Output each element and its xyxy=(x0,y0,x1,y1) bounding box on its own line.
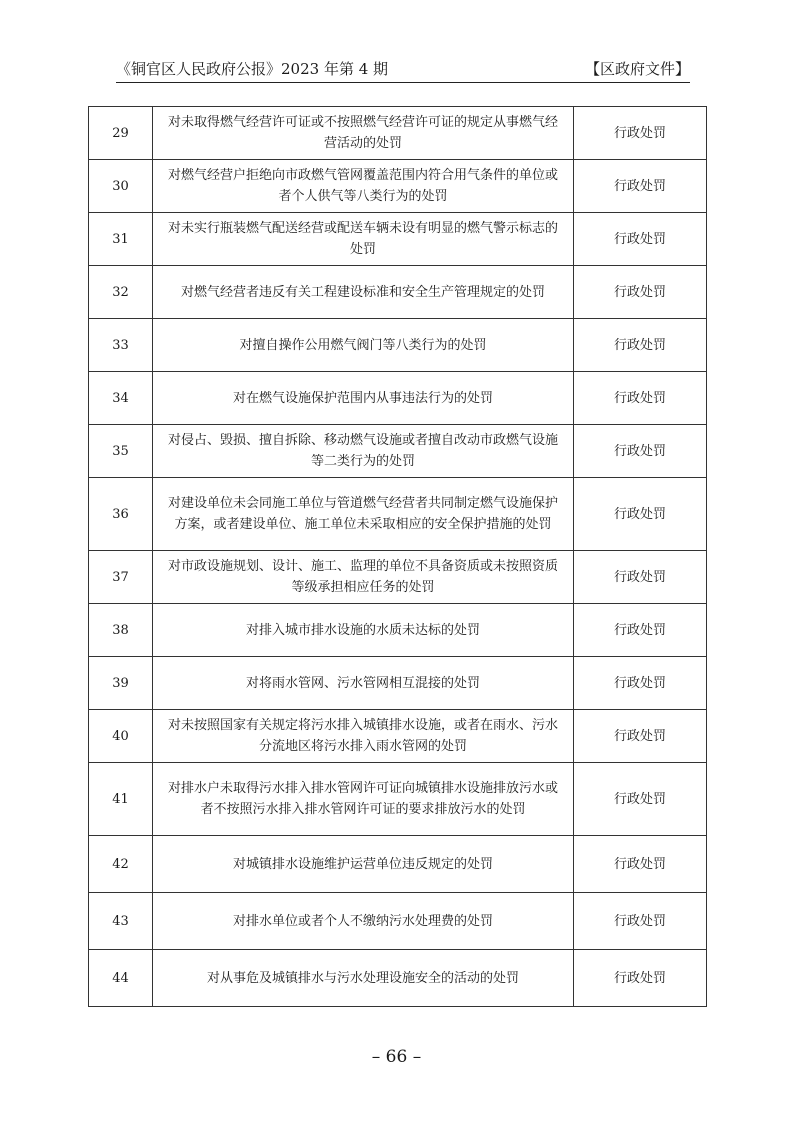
row-content: 对建设单位未会同施工单位与管道燃气经营者共同制定燃气设施保护方案，或者建设单位、施工单位未采取相应的安全保护措施的处罚 xyxy=(153,478,574,551)
table-row xyxy=(89,710,707,763)
table-row xyxy=(89,763,707,836)
page-header xyxy=(116,58,690,80)
row-content: 对城镇排水设施维护运营单位违反规定的处罚 xyxy=(153,836,574,893)
row-number: 44 xyxy=(89,950,153,1007)
row-content: 对未按照国家有关规定将污水排入城镇排水设施，或者在雨水、污水分流地区将污水排入雨水管网的处罚 xyxy=(153,710,574,763)
table-row xyxy=(89,107,707,160)
row-type: 行政处罚 xyxy=(574,604,707,657)
row-content: 对未实行瓶装燃气配送经营或配送车辆未设有明显的燃气警示标志的处罚 xyxy=(153,213,574,266)
row-type: 行政处罚 xyxy=(574,478,707,551)
row-content: 对未取得燃气经营许可证或不按照燃气经营许可证的规定从事燃气经营活动的处罚 xyxy=(153,107,574,160)
row-content: 对燃气经营户拒绝向市政燃气管网覆盖范围内符合用气条件的单位或者个人供气等八类行为的处罚 xyxy=(153,160,574,213)
table-row xyxy=(89,319,707,372)
row-number: 38 xyxy=(89,604,153,657)
row-type: 行政处罚 xyxy=(574,319,707,372)
row-type: 行政处罚 xyxy=(574,372,707,425)
table-row xyxy=(89,266,707,319)
row-content: 对排入城市排水设施的水质未达标的处罚 xyxy=(153,604,574,657)
row-type: 行政处罚 xyxy=(574,657,707,710)
penalty-table xyxy=(88,106,707,1007)
row-type: 行政处罚 xyxy=(574,213,707,266)
row-number: 30 xyxy=(89,160,153,213)
row-number: 32 xyxy=(89,266,153,319)
row-content: 对擅自操作公用燃气阀门等八类行为的处罚 xyxy=(153,319,574,372)
row-type: 行政处罚 xyxy=(574,950,707,1007)
row-type: 行政处罚 xyxy=(574,160,707,213)
row-content: 对市政设施规划、设计、施工、监理的单位不具备资质或未按照资质等级承担相应任务的处罚 xyxy=(153,551,574,604)
table-row xyxy=(89,893,707,950)
row-number: 35 xyxy=(89,425,153,478)
header-rule xyxy=(116,82,690,83)
table-row xyxy=(89,372,707,425)
row-number: 36 xyxy=(89,478,153,551)
table-row xyxy=(89,425,707,478)
row-number: 39 xyxy=(89,657,153,710)
table-row xyxy=(89,551,707,604)
row-type: 行政处罚 xyxy=(574,710,707,763)
row-content: 对排水单位或者个人不缴纳污水处理费的处罚 xyxy=(153,893,574,950)
table-row xyxy=(89,836,707,893)
row-number: 34 xyxy=(89,372,153,425)
section-label: 【区政府文件】 xyxy=(584,60,690,78)
row-number: 40 xyxy=(89,710,153,763)
row-type: 行政处罚 xyxy=(574,836,707,893)
table-row xyxy=(89,950,707,1007)
row-type: 行政处罚 xyxy=(574,425,707,478)
row-type: 行政处罚 xyxy=(574,551,707,604)
bulletin-title: 《铜官区人民政府公报》2023 年第 4 期 xyxy=(116,60,389,78)
page-number: – 66 – xyxy=(371,1047,422,1067)
table-row xyxy=(89,657,707,710)
table-row xyxy=(89,604,707,657)
row-type: 行政处罚 xyxy=(574,893,707,950)
row-type: 行政处罚 xyxy=(574,763,707,836)
row-content: 对将雨水管网、污水管网相互混接的处罚 xyxy=(153,657,574,710)
row-type: 行政处罚 xyxy=(574,107,707,160)
row-type: 行政处罚 xyxy=(574,266,707,319)
row-number: 37 xyxy=(89,551,153,604)
row-number: 43 xyxy=(89,893,153,950)
table-row xyxy=(89,213,707,266)
row-content: 对侵占、毁损、擅自拆除、移动燃气设施或者擅自改动市政燃气设施等二类行为的处罚 xyxy=(153,425,574,478)
row-number: 41 xyxy=(89,763,153,836)
table-row xyxy=(89,160,707,213)
row-content: 对燃气经营者违反有关工程建设标准和安全生产管理规定的处罚 xyxy=(153,266,574,319)
row-number: 29 xyxy=(89,107,153,160)
row-number: 33 xyxy=(89,319,153,372)
row-content: 对在燃气设施保护范围内从事违法行为的处罚 xyxy=(153,372,574,425)
table-row xyxy=(89,478,707,551)
row-number: 42 xyxy=(89,836,153,893)
row-content: 对从事危及城镇排水与污水处理设施安全的活动的处罚 xyxy=(153,950,574,1007)
row-content: 对排水户未取得污水排入排水管网许可证向城镇排水设施排放污水或者不按照污水排入排水管网许可证的要求排放污水的处罚 xyxy=(153,763,574,836)
row-number: 31 xyxy=(89,213,153,266)
